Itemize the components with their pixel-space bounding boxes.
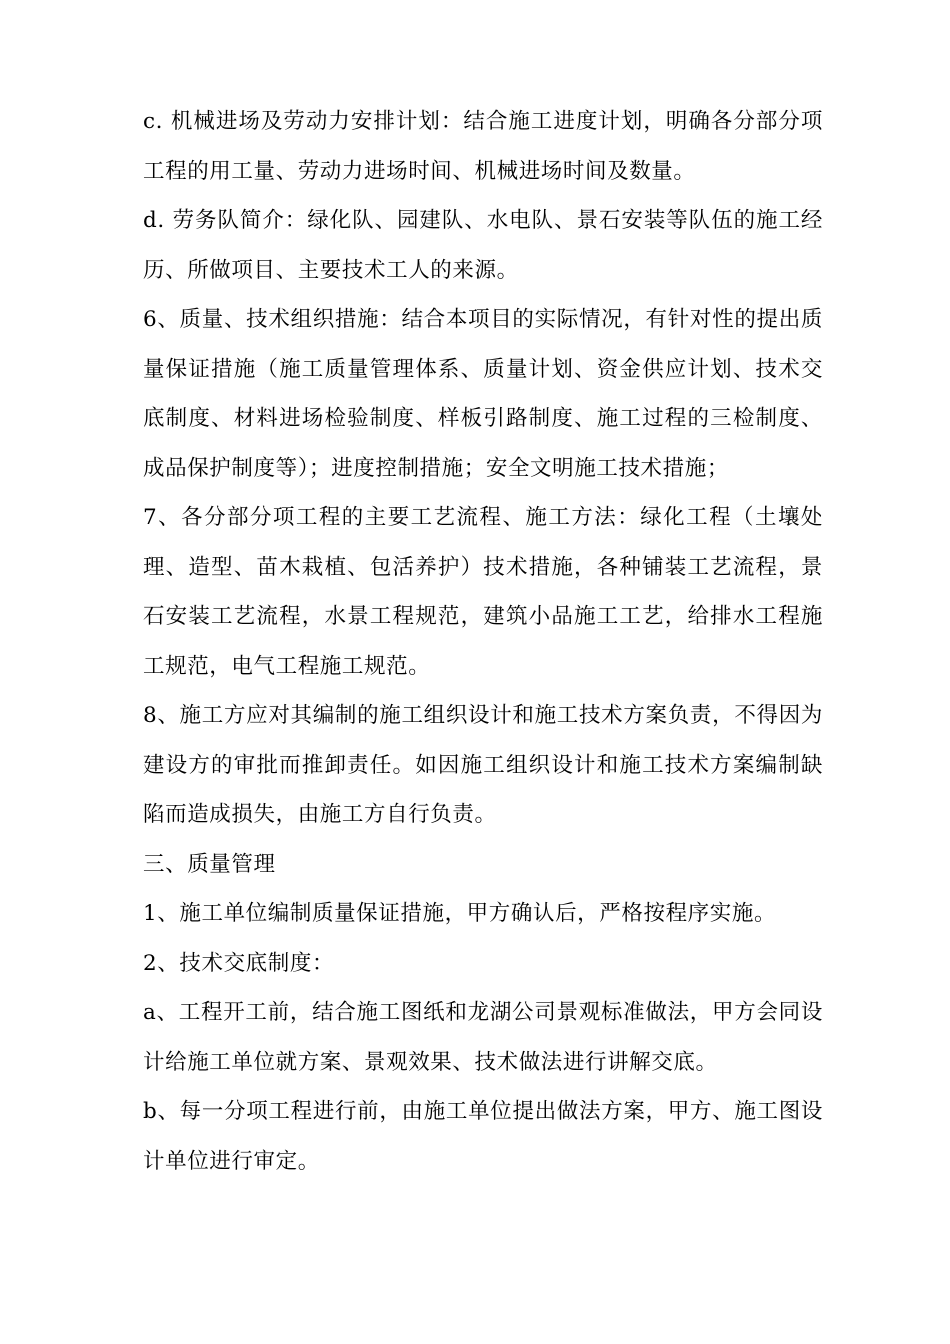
paragraph-technical-disclosure: 2、技术交底制度： xyxy=(143,950,335,976)
paragraph-machinery-labor-plan: c. 机械进场及劳动力安排计划：结合施工进度计划，明确各分部分项工程的用工量、劳动力进场时间、机械进场时间及数量。 xyxy=(143,109,823,184)
paragraph-subitem-review: b、每一分项工程进行前，由施工单位提出做法方案，甲方、施工图设计单位进行审定。 xyxy=(143,1099,823,1174)
section-heading-quality-management: 三、质量管理 xyxy=(143,851,276,877)
paragraph-contractor-responsibility: 8、施工方应对其编制的施工组织设计和施工技术方案负责，不得因为建设方的审批而推卸责任。如因施工组织设计和施工技术方案编制缺陷而造成损失，由施工方自行负责。 xyxy=(143,703,823,827)
paragraph-pre-construction-briefing: a、工程开工前，结合施工图纸和龙湖公司景观标准做法，甲方会同设计给施工单位就方案、景观效果、技术做法进行讲解交底。 xyxy=(143,1000,823,1075)
paragraph-quality-assurance: 1、施工单位编制质量保证措施，甲方确认后，严格按程序实施。 xyxy=(143,901,777,926)
document-body xyxy=(143,97,823,1186)
paragraph-labor-team-intro: d. 劳务队简介：绿化队、园建队、水电队、景石安装等队伍的施工经历、所做项目、主要技术工人的来源。 xyxy=(143,208,823,283)
paragraph-process-methods: 7、各分部分项工程的主要工艺流程、施工方法：绿化工程（土壤处理、造型、苗木栽植、包活养护）技术措施，各种铺装工艺流程，景石安装工艺流程，水景工程规范，建筑小品施工工艺，给排水工程施工规范，电气工程施工规范。 xyxy=(143,505,823,679)
paragraph-quality-technical-measures: 6、质量、技术组织措施：结合本项目的实际情况，有针对性的提出质量保证措施（施工质量管理体系、质量计划、资金供应计划、技术交底制度、材料进场检验制度、样板引路制度、施工过程的三检制度、成品保护制度等）；进度控制措施；安全文明施工技术措施； xyxy=(143,307,823,481)
